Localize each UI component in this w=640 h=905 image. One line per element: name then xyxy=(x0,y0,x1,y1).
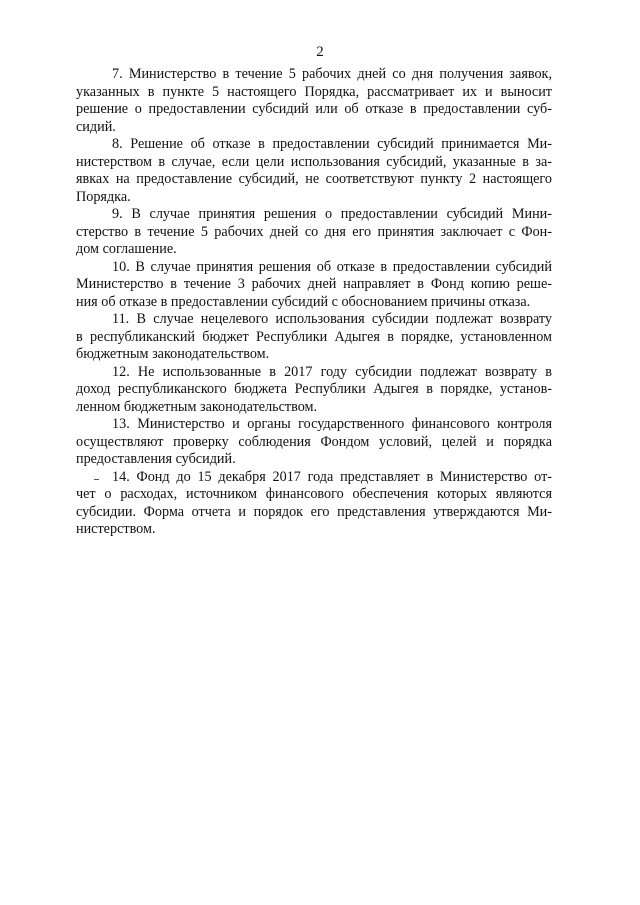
paragraph-8 xyxy=(76,136,552,206)
paragraph-13 xyxy=(76,416,552,469)
paragraph-11 xyxy=(76,311,552,364)
text-line: в республиканский бюджет Республики Адыгея в порядке, установленном xyxy=(76,328,552,345)
paragraph-7 xyxy=(76,66,552,136)
text-line: 10. В случае принятия решения об отказе в предоставлении субсидий xyxy=(112,258,552,275)
text-line: бюджетным законодательством. xyxy=(76,346,270,362)
text-line: Порядка. xyxy=(76,188,131,205)
text-line: решение о предоставлении субсидий или об отказе в предоставлении суб- xyxy=(76,101,552,117)
text-line: 8. Решение об отказе в предоставлении субсидий принимается Ми- xyxy=(112,136,552,152)
text-line: ния об отказе в предоставлении субсидий с обоснованием причины отказа. xyxy=(76,293,531,310)
text-line: 7. Министерство в течение 5 рабочих дней со дня получения заявок, xyxy=(112,66,552,82)
paragraph-14 xyxy=(76,469,552,539)
text-line: предоставления субсидий. xyxy=(76,451,236,467)
paragraph-10 xyxy=(76,259,552,312)
text-line: Министерство в течение 3 рабочих дней направляет в Фонд копию реше- xyxy=(76,276,552,292)
document-body xyxy=(76,66,552,539)
text-line: чет о расходах, источником финансового обеспечения которых являются xyxy=(76,486,552,502)
text-line: субсидии. Форма отчета и порядок его представления утверждаются Ми- xyxy=(76,503,552,520)
text-line: 14. Фонд до 15 декабря 2017 года представляет в Министерство от- xyxy=(112,468,552,485)
text-line: 13. Министерство и органы государственного финансового контроля xyxy=(112,416,552,432)
text-line: ленном бюджетным законодательством. xyxy=(76,398,318,415)
text-line: указанных в пункте 5 настоящего Порядка, рассматривает их и выносит xyxy=(76,83,552,100)
text-line: доход республиканского бюджета Республики Адыгея в порядке, установ- xyxy=(76,381,552,397)
text-line: явках на предоставление субсидий, не соответствуют пункту 2 настоящего xyxy=(76,171,552,187)
scan-mark xyxy=(94,479,99,480)
text-line: нистерством. xyxy=(76,521,156,537)
page-number: 2 xyxy=(316,44,324,60)
text-line: дом соглашение. xyxy=(76,241,177,257)
text-line: 9. В случае принятия решения о предоставлении субсидий Мини- xyxy=(112,206,552,222)
text-line: сидий. xyxy=(76,118,116,135)
text-line: 12. Не использованные в 2017 году субсидии подлежат возврату в xyxy=(112,363,552,380)
paragraph-12 xyxy=(76,364,552,417)
text-line: осуществляют проверку соблюдения Фондом условий, целей и порядка xyxy=(76,433,552,450)
text-line: нистерством в случае, если цели использования субсидий, указанные в за- xyxy=(76,153,552,170)
paragraph-9 xyxy=(76,206,552,259)
text-line: 11. В случае нецелевого использования субсидии подлежат возврату xyxy=(112,311,552,327)
text-line: стерство в течение 5 рабочих дней со дня его принятия заключает с Фон- xyxy=(76,223,552,240)
